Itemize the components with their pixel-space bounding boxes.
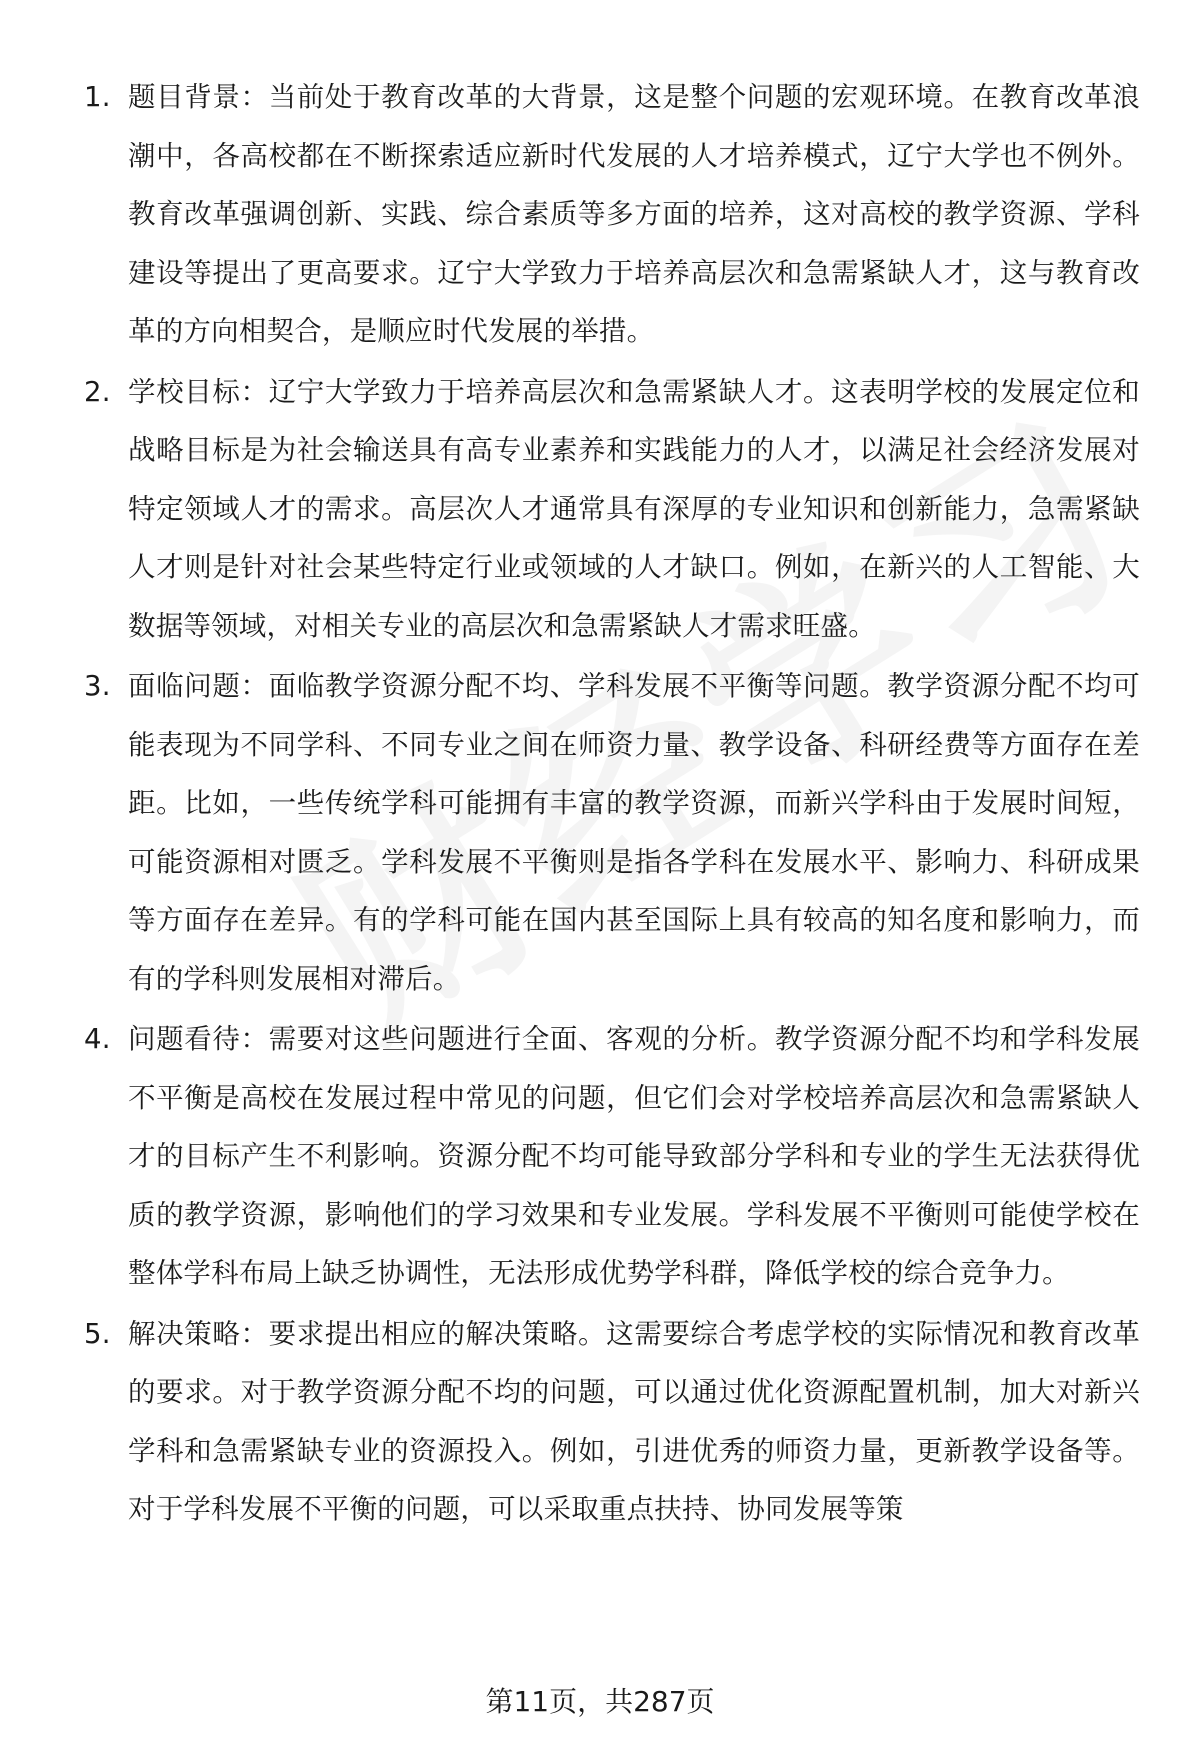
list-item-number: 4. (84, 1023, 111, 1055)
list-item-text: 问题看待：需要对这些问题进行全面、客观的分析。教学资源分配不均和学科发展不平衡是高校在发展过程中常见的问题，但它们会对学校培养高层次和急需紧缺人才的目标产生不利影响。资源分配不均可能导致部分学科和专业的学生无法获得优质的教学资源，影响他们的学习效果和专业发展。学科发展不平衡则可能使学校在整体学科布局上缺乏协调性，无法形成优势学科群，降低学校的综合竞争力。 (128, 1023, 1140, 1289)
list-item-number: 3. (84, 670, 111, 702)
list-item-text: 题目背景：当前处于教育改革的大背景，这是整个问题的宏观环境。在教育改革浪潮中，各高校都在不断探索适应新时代发展的人才培养模式，辽宁大学也不例外。教育改革强调创新、实践、综合素质等多方面的培养，这对高校的教学资源、学科建设等提出了更高要求。辽宁大学致力于培养高层次和急需紧缺人才，这与教育改革的方向相契合，是顺应时代发展的举措。 (128, 81, 1140, 347)
list-item (84, 68, 1140, 361)
list-item (84, 1305, 1140, 1539)
list-item-number: 2. (84, 375, 111, 408)
list-item-number: 5. (84, 1317, 111, 1350)
list-item-text: 学校目标：辽宁大学致力于培养高层次和急需紧缺人才。这表明学校的发展定位和战略目标是为社会输送具有高专业素养和实践能力的人才，以满足社会经济发展对特定领域人才的需求。高层次人才通常具有深厚的专业知识和创新能力，急需紧缺人才则是针对社会某些特定行业或领域的人才缺口。例如，在新兴的人工智能、大数据等领域，对相关专业的高层次和急需紧缺人才需求旺盛。 (128, 375, 1140, 642)
list-item (84, 1010, 1140, 1303)
list-item (84, 363, 1140, 656)
list-item (84, 657, 1140, 1008)
page-number: 第11页，共287页 (485, 1685, 715, 1718)
list-item-number: 1. (84, 81, 111, 113)
numbered-list (84, 68, 1140, 1539)
document-body (84, 68, 1140, 1541)
list-item-text: 解决策略：要求提出相应的解决策略。这需要综合考虑学校的实际情况和教育改革的要求。对于教学资源分配不均的问题，可以通过优化资源配置机制，加大对新兴学科和急需紧缺专业的资源投入。例如，引进优秀的师资力量，更新教学设备等。对于学科发展不平衡的问题，可以采取重点扶持、协同发展等策 (128, 1317, 1140, 1525)
list-item-text: 面临问题：面临教学资源分配不均、学科发展不平衡等问题。教学资源分配不均可能表现为不同学科、不同专业之间在师资力量、教学设备、科研经费等方面存在差距。比如，一些传统学科可能拥有丰富的教学资源，而新兴学科由于发展时间短，可能资源相对匮乏。学科发展不平衡则是指各学科在发展水平、影响力、科研成果等方面存在差异。有的学科可能在国内甚至国际上具有较高的知名度和影响力，而有的学科则发展相对滞后。 (128, 670, 1140, 995)
